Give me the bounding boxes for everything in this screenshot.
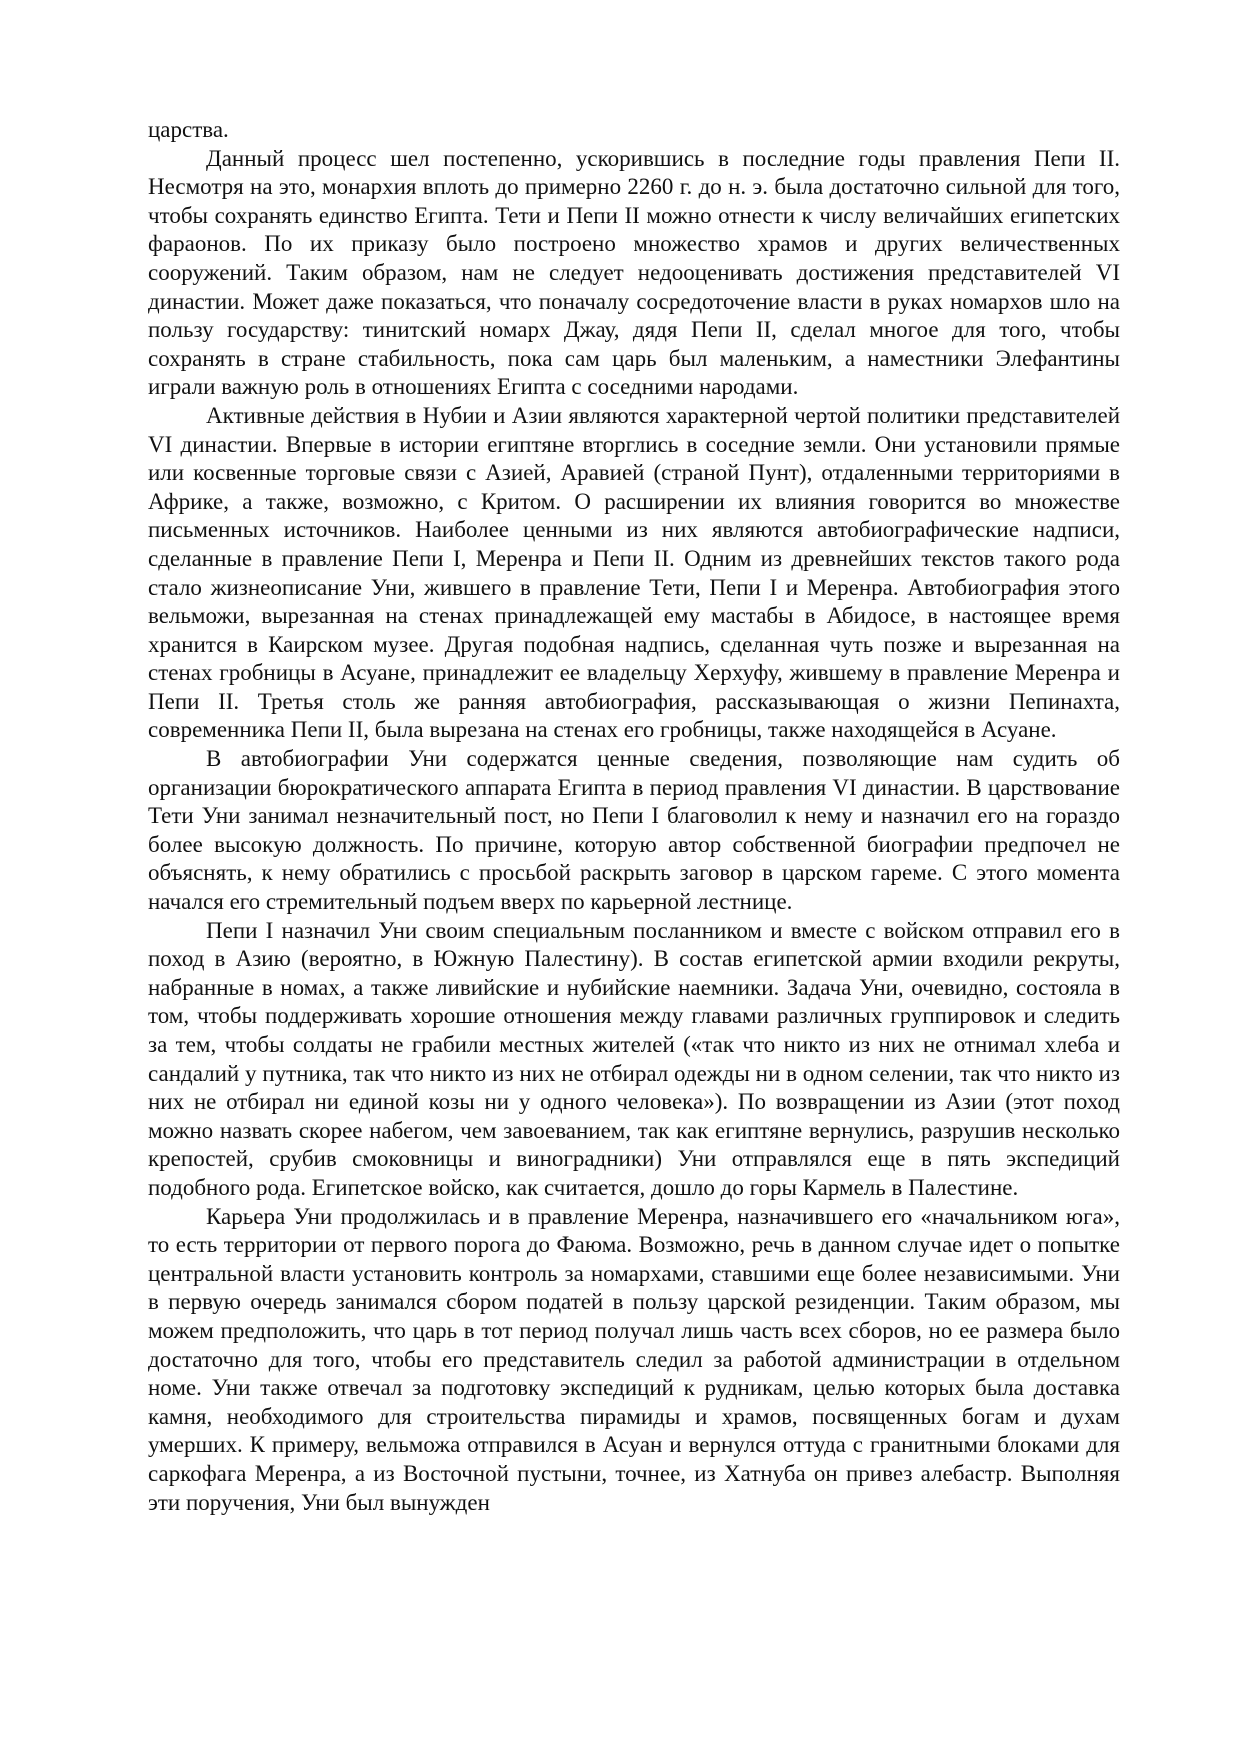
paragraph-continuation: царства. xyxy=(148,117,229,142)
paragraph-uni-career: Карьера Уни продолжилась и в правление Меренра, назначившего его «начальником юга», то есть территории от первого порога до Фаюма. Возможно, речь в данном случае идет о попытке центральной власти установить контроль за номархами, ставшими еще более независимыми. Уни в первую очередь занимался сбором податей в пользу царской резиденции. Таким образом, мы можем предположить, что царь в тот период получал лишь часть всех сборов, но ее размера было достаточно для того, чтобы его представитель следил за работой администрации в отдельном номе. Уни также отвечал за подготовку экспедиций к рудникам, целью которых была доставка камня, необходимого для строительства пирамиды и храмов, посвященных богам и духам умерших. К примеру, вельможа отправился в Асуан и вернулся оттуда с гранитными блоками для саркофага Меренра, а из Восточной пустыни, точнее, из Хатнуба он привез алебастр. Выполняя эти поручения, Уни был вынужден xyxy=(148,1203,1120,1515)
document-page xyxy=(148,116,1120,1716)
paragraph-uni-envoy: Пепи I назначил Уни своим специальным посланником и вместе с войском отправил его в поход в Азию (вероятно, в Южную Палестину). В состав египетской армии входили рекруты, набранные в номах, а также ливийские и нубийские наемники. Задача Уни, очевидно, состояла в том, чтобы поддерживать хорошие отношения между главами различных группировок и следить за тем, чтобы солдаты не грабили местных жителей («так что никто из них не отнимал хлеба и сандалий у путника, так что никто из них не отбирал одежды ни в одном селении, так что никто из них не отбирал ни единой козы ни у одного человека»). По возвращении из Азии (этот поход можно назвать скорее набегом, чем завоеванием, так как египтяне вернулись, разрушив несколько крепостей, срубив смоковницы и виноградники) Уни отправлялся еще в пять экспедиций подобного рода. Египетское войско, как считается, дошло до горы Кармель в Палестине. xyxy=(148,917,1120,1200)
paragraph-decline-of-monarchy: Данный процесс шел постепенно, ускорившись в последние годы правления Пепи II. Несмотря на это, монархия вплоть до примерно 2260 г. до н. э. была достаточно сильной для того, чтобы сохранять единство Египта. Тети и Пепи II можно отнести к числу величайших египетских фараонов. По их приказу было построено множество храмов и других величественных сооружений. Таким образом, нам не следует недооценивать достижения представителей VI династии. Может даже показаться, что поначалу сосредоточение власти в руках номархов шло на пользу государству: тинитский номарх Джау, дядя Пепи II, сделал многое для того, чтобы сохранять в стране стабильность, пока сам царь был маленьким, а наместники Элефантины играли важную роль в отношениях Египта с соседними народами. xyxy=(148,145,1120,400)
paragraph-foreign-policy: Активные действия в Нубии и Азии являются характерной чертой политики представителей VI династии. Впервые в истории египтяне вторглись в соседние земли. Они установили прямые или косвенные торговые связи с Азией, Аравией (страной Пунт), отдаленными территориями в Африке, а также, возможно, с Критом. О расширении их влияния говорится во множестве письменных источников. Наиболее ценными из них являются автобиографические надписи, сделанные в правление Пепи I, Меренра и Пепи II. Одним из древнейших текстов такого рода стало жизнеописание Уни, жившего в правление Тети, Пепи I и Меренра. Автобиография этого вельможи, вырезанная на стенах принадлежащей ему мастабы в Абидосе, в настоящее время хранится в Каирском музее. Другая подобная надпись, сделанная чуть позже и вырезанная на стенах гробницы в Асуане, принадлежит ее владельцу Херхуфу, жившему в правление Меренра и Пепи II. Третья столь же ранняя автобиография, рассказывающая о жизни Пепинахта, современника Пепи II, была вырезана на стенах его гробницы, также находящейся в Асуане. xyxy=(148,402,1120,743)
paragraph-uni-autobiography: В автобиографии Уни содержатся ценные сведения, позволяющие нам судить об организации бюрократического аппарата Египта в период правления VI династии. В царствование Тети Уни занимал незначительный пост, но Пепи I благоволил к нему и назначил его на гораздо более высокую должность. По причине, которую автор собственной биографии предпочел не объяснять, к нему обратились с просьбой раскрыть заговор в царском гареме. С этого момента начался его стремительный подъем вверх по карьерной лестнице. xyxy=(148,746,1120,915)
